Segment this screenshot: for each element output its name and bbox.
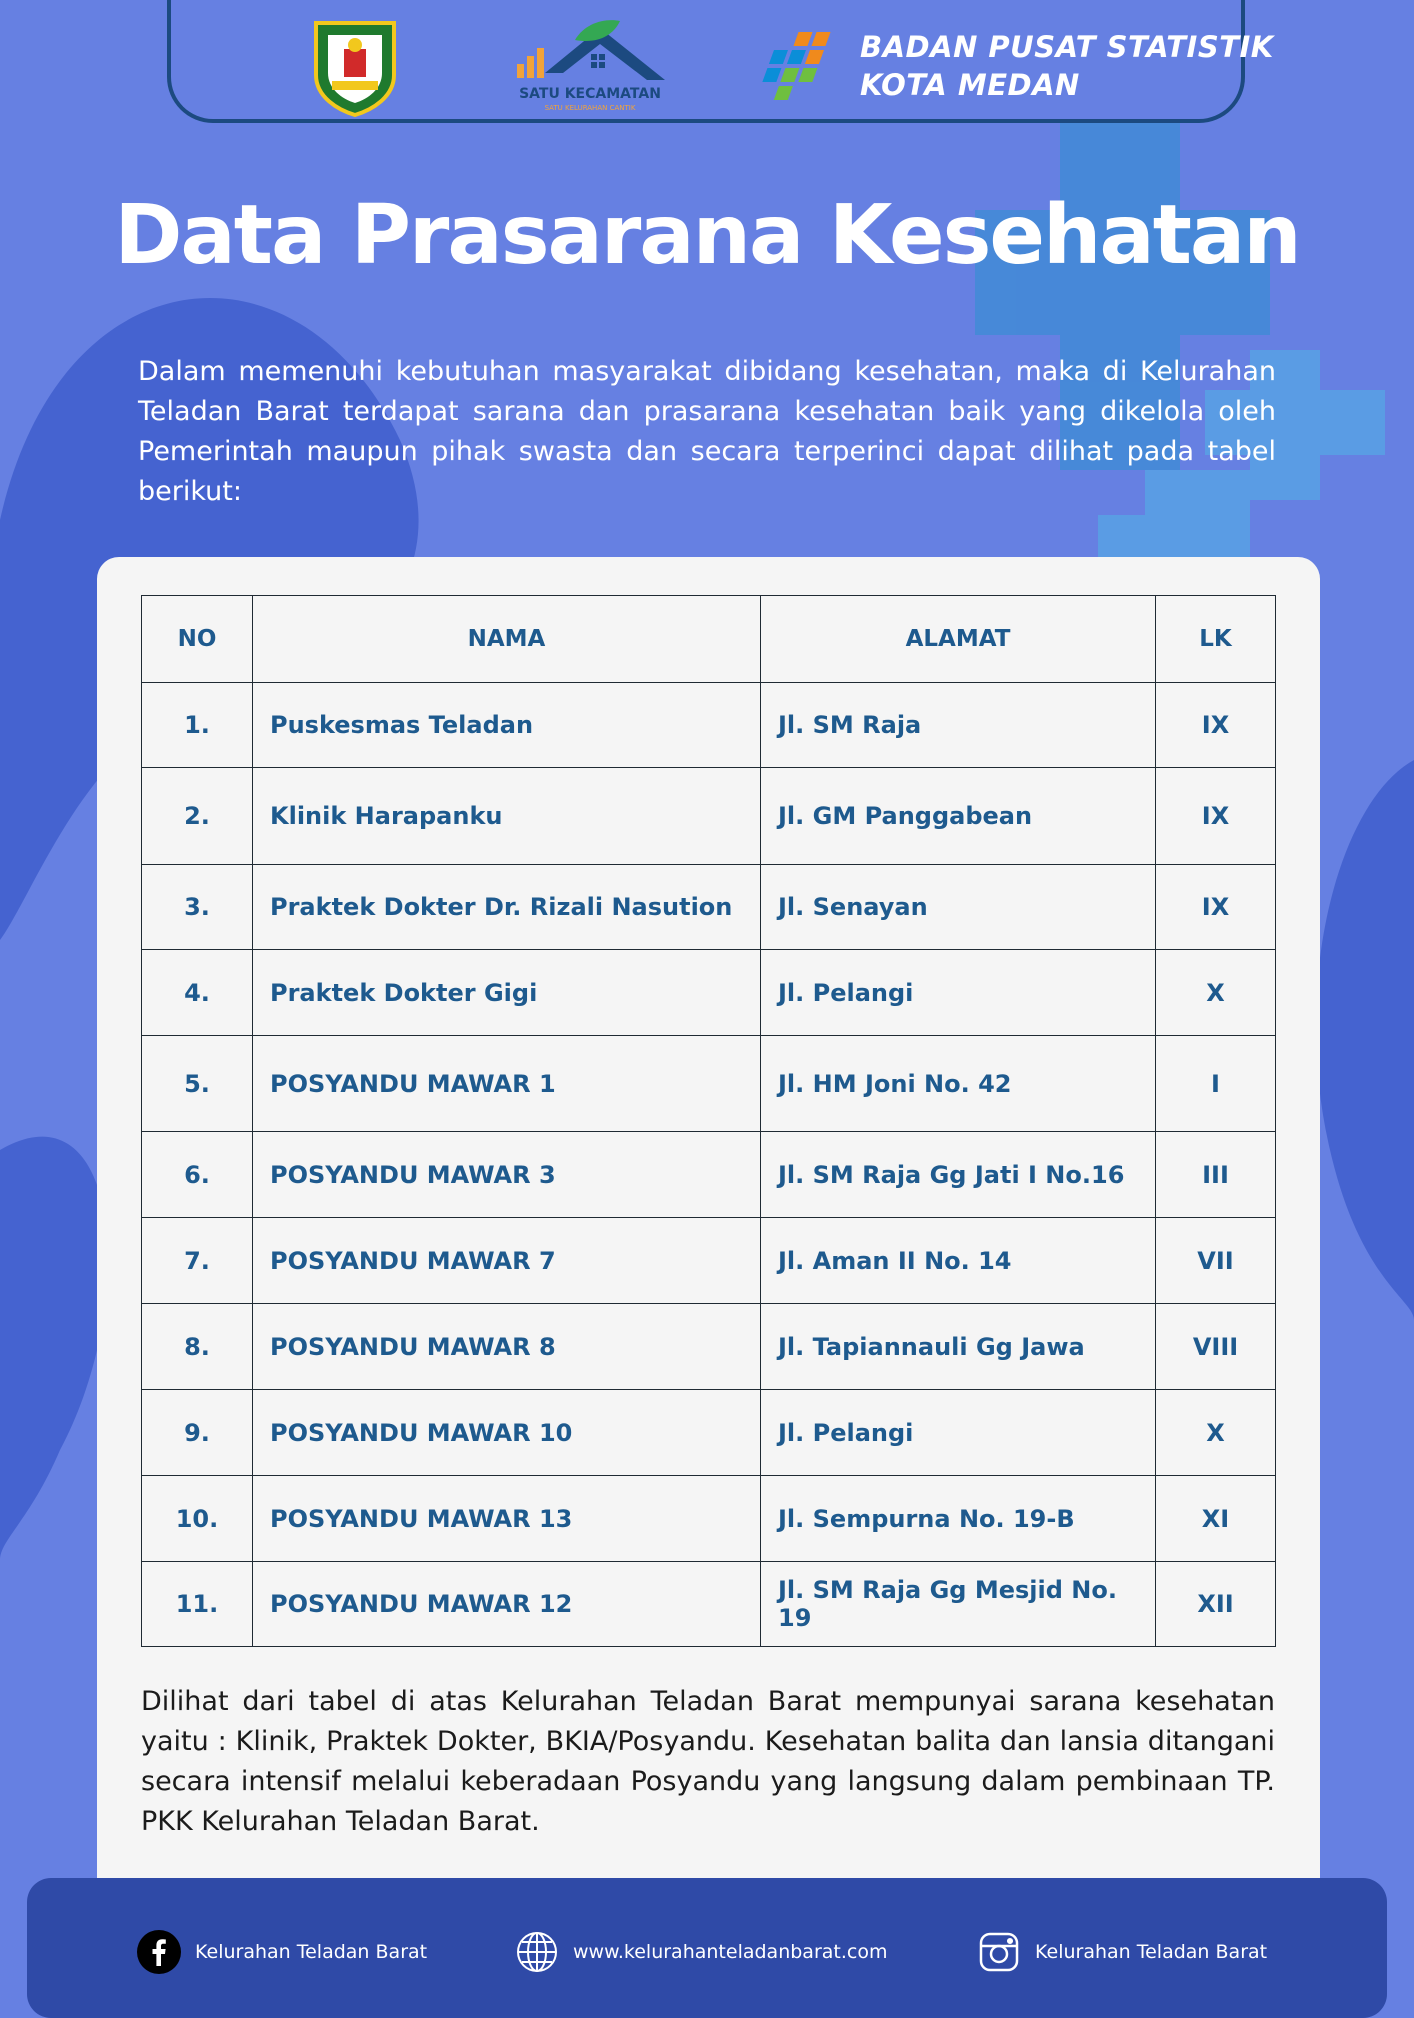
footer-instagram[interactable] [977,1930,1267,1974]
health-facilities-table [141,595,1276,1647]
bps-logo [760,28,855,106]
cell-alamat: Jl. Aman II No. 14 [761,1218,1156,1304]
cell-no: 8. [142,1304,253,1390]
cell-lk: X [1156,950,1276,1036]
cell-alamat: Jl. Senayan [761,865,1156,950]
bps-line-2: KOTA MEDAN [860,68,1080,102]
cell-nama: Praktek Dokter Dr. Rizali Nasution [253,865,761,950]
page-title: Data Prasarana Kesehatan [114,188,1300,283]
table-row [142,1304,1276,1390]
satu-kecamatan-logo [505,18,675,90]
column-header-nama: NAMA [253,596,761,683]
table-row [142,1036,1276,1132]
footer-website[interactable] [515,1930,887,1974]
cell-no: 3. [142,865,253,950]
cell-no: 5. [142,1036,253,1132]
column-header-no: NO [142,596,253,683]
instagram-icon [977,1930,1021,1974]
conclusion-paragraph: Dilihat dari tabel di atas Kelurahan Teladan Barat mempunyai sarana kesehatan yaitu : Klinik, Praktek Dokter, BKIA/Posyandu. Kesehatan balita dan lansia ditangani secara intensif melalui keberadaan Posyandu yang langsung dalam pembinaan TP. PKK Kelurahan Teladan Barat. [141,1686,1275,1837]
table-row [142,1390,1276,1476]
cell-nama: Praktek Dokter Gigi [253,950,761,1036]
cell-no: 11. [142,1562,253,1647]
cell-no: 4. [142,950,253,1036]
cell-nama: Klinik Harapanku [253,768,761,865]
cell-no: 2. [142,768,253,865]
footer-website-label: www.kelurahanteladanbarat.com [573,1941,888,1963]
cell-alamat: Jl. SM Raja Gg Mesjid No. 19 [761,1562,1156,1647]
cell-lk: VIII [1156,1304,1276,1390]
cell-lk: VII [1156,1218,1276,1304]
cell-lk: IX [1156,683,1276,768]
bps-line-1: BADAN PUSAT STATISTIK [860,30,1274,64]
cell-alamat: Jl. SM Raja Gg Jati I No.16 [761,1132,1156,1218]
facebook-icon [137,1930,181,1974]
cell-no: 9. [142,1390,253,1476]
cell-nama: POSYANDU MAWAR 8 [253,1304,761,1390]
cell-alamat: Jl. GM Panggabean [761,768,1156,865]
cell-alamat: Jl. Pelangi [761,1390,1156,1476]
footer-facebook[interactable] [137,1930,427,1974]
table-row [142,768,1276,865]
kota-medan-logo [310,15,400,117]
table-row [142,1562,1276,1647]
footer-facebook-label: Kelurahan Teladan Barat [195,1941,428,1963]
cell-no: 7. [142,1218,253,1304]
cell-alamat: Jl. Tapiannauli Gg Jawa [761,1304,1156,1390]
globe-icon [515,1930,559,1974]
cell-lk: X [1156,1390,1276,1476]
column-header-lk: LK [1156,596,1276,683]
cell-nama: POSYANDU MAWAR 3 [253,1132,761,1218]
column-header-alamat: ALAMAT [761,596,1156,683]
table-row [142,1476,1276,1562]
table-row [142,865,1276,950]
cell-nama: POSYANDU MAWAR 13 [253,1476,761,1562]
cell-lk: III [1156,1132,1276,1218]
cell-nama: POSYANDU MAWAR 10 [253,1390,761,1476]
cell-alamat: Jl. Pelangi [761,950,1156,1036]
table-row [142,1132,1276,1218]
satu-kecamatan-label: SATU KECAMATAN [519,86,661,102]
cell-no: 1. [142,683,253,768]
table-row [142,950,1276,1036]
cell-no: 10. [142,1476,253,1562]
bps-title [860,28,1274,104]
table-row [142,1218,1276,1304]
intro-paragraph: Dalam memenuhi kebutuhan masyarakat dibidang kesehatan, maka di Kelurahan Teladan Barat terdapat sarana dan prasarana kesehatan baik yang dikelola oleh Pemerintah maupun pihak swasta dan secara terperinci dapat dilihat pada tabel berikut: [138,356,1276,507]
cell-lk: I [1156,1036,1276,1132]
cell-lk: IX [1156,768,1276,865]
cell-lk: XII [1156,1562,1276,1647]
cell-lk: XI [1156,1476,1276,1562]
cell-nama: POSYANDU MAWAR 1 [253,1036,761,1132]
table-row [142,683,1276,768]
cell-alamat: Jl. Sempurna No. 19-B [761,1476,1156,1562]
satu-kecamatan-sublabel: SATU KELURAHAN CANTIK [544,104,636,112]
cell-nama: POSYANDU MAWAR 7 [253,1218,761,1304]
cell-nama: POSYANDU MAWAR 12 [253,1562,761,1647]
footer-instagram-label: Kelurahan Teladan Barat [1035,1941,1268,1963]
table-header-row [142,596,1276,683]
cell-nama: Puskesmas Teladan [253,683,761,768]
cell-alamat: Jl. SM Raja [761,683,1156,768]
cell-no: 6. [142,1132,253,1218]
cell-lk: IX [1156,865,1276,950]
cell-alamat: Jl. HM Joni No. 42 [761,1036,1156,1132]
